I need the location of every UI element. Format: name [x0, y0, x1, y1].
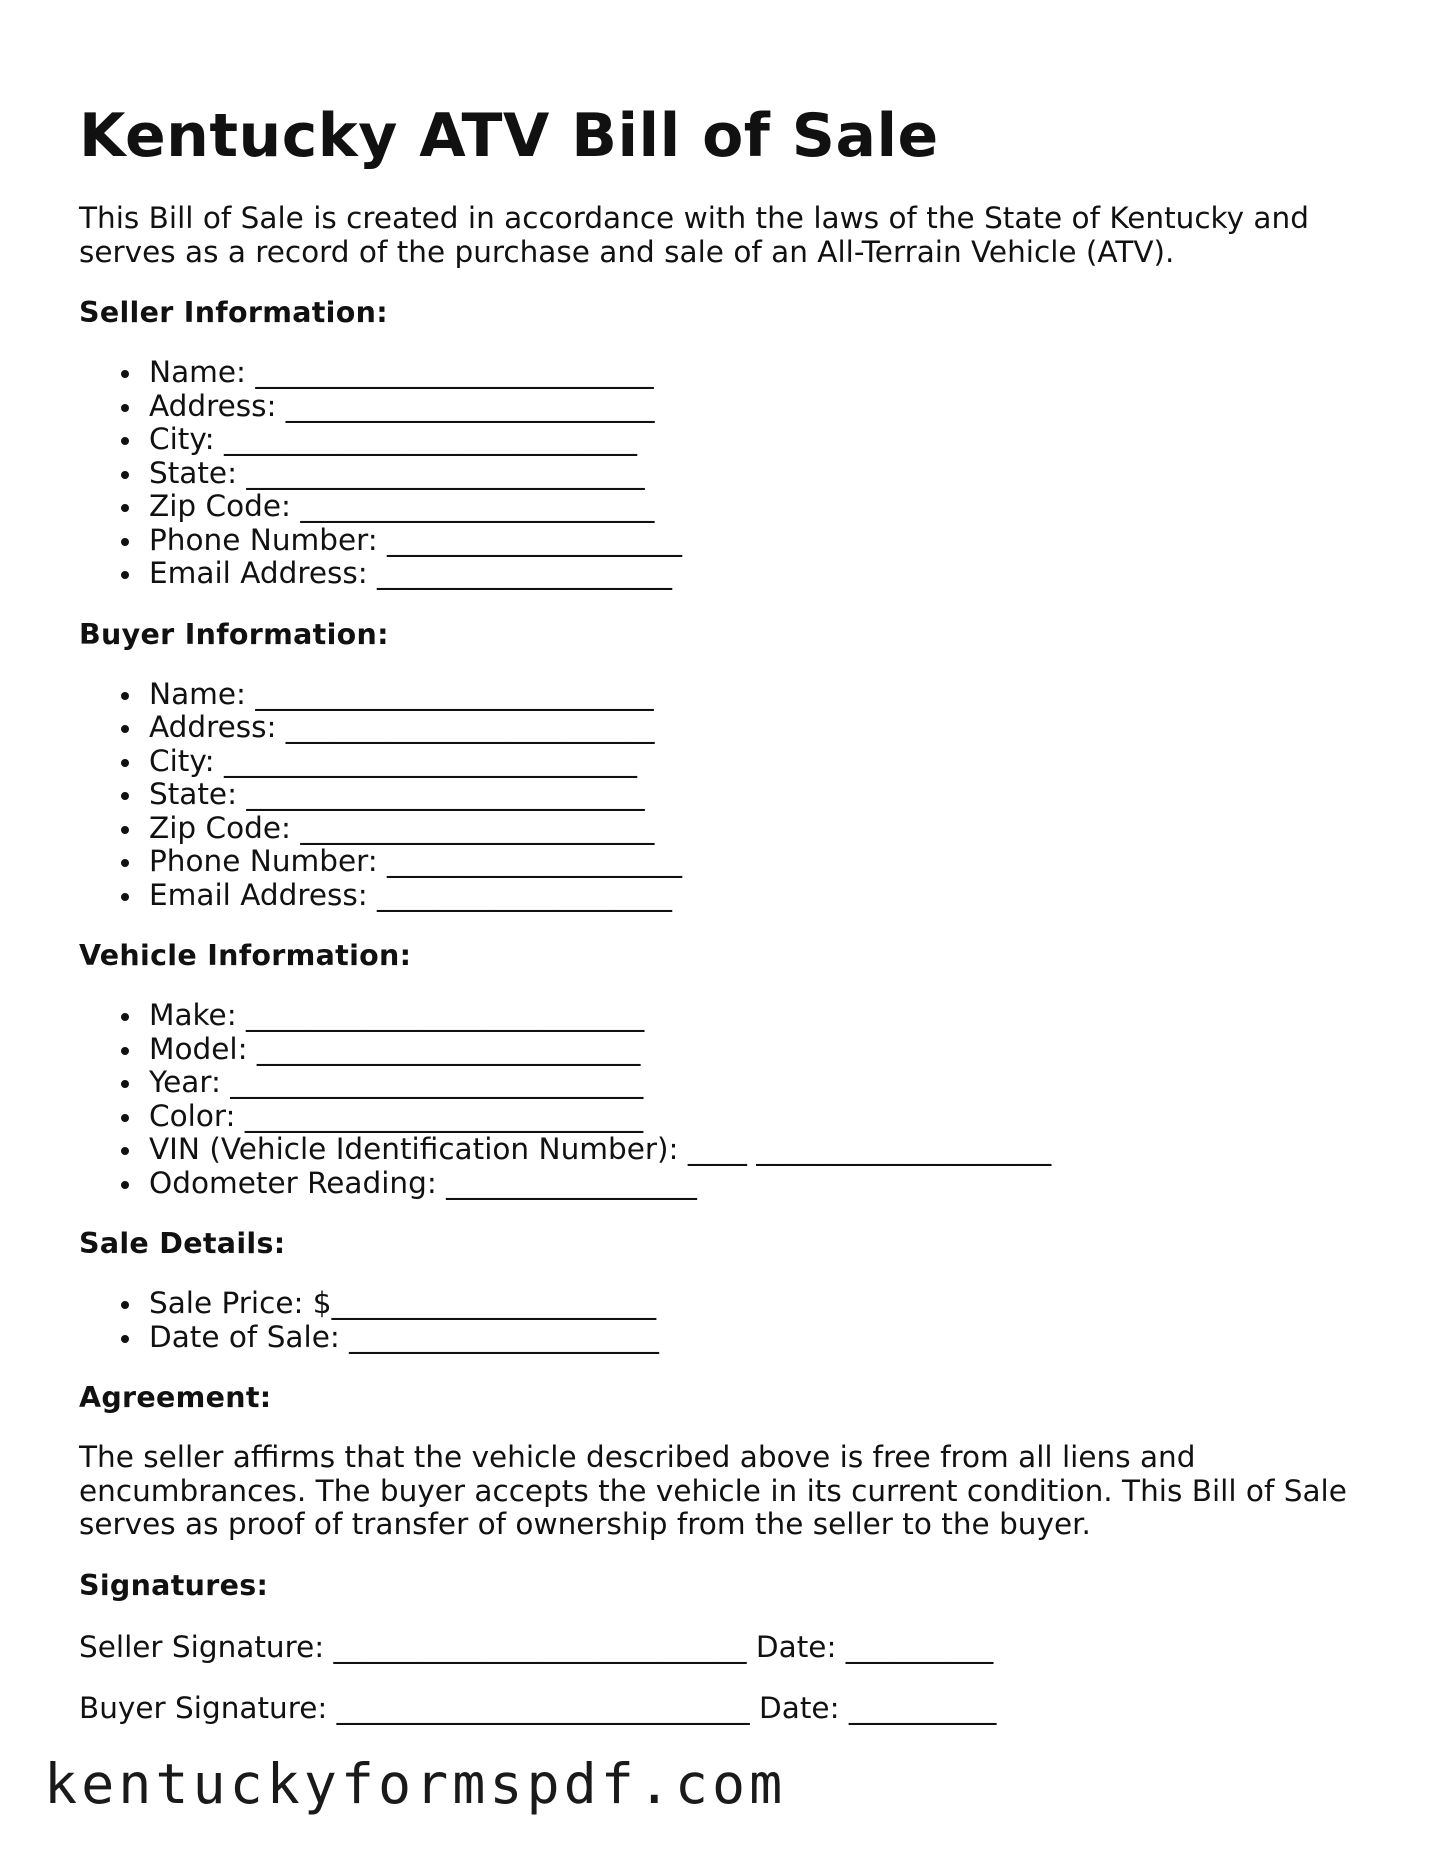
vehicle-odometer-field: Odometer Reading: _________________ [149, 1167, 1369, 1201]
buyer-phone-field: Phone Number: ____________________ [149, 845, 1369, 879]
buyer-zip-field: Zip Code: ________________________ [149, 812, 1369, 846]
buyer-address-field: Address: _________________________ [149, 711, 1369, 745]
seller-email-field: Email Address: ____________________ [149, 557, 1369, 591]
vehicle-vin-field: VIN (Vehicle Identification Number): ____ ____________________ [149, 1133, 1369, 1167]
seller-city-field: City: ____________________________ [149, 423, 1369, 457]
buyer-name-field: Name: ___________________________ [149, 678, 1369, 712]
buyer-signature-line: Buyer Signature: ____________________________ Date: __________ [79, 1691, 997, 1725]
sale-heading: Sale Details: [79, 1227, 286, 1260]
seller-signature-line: Seller Signature: ____________________________ Date: __________ [79, 1629, 994, 1664]
vehicle-make-field: Make: ___________________________ [149, 999, 1369, 1033]
seller-fields [79, 356, 1369, 591]
agreement-text: The seller affirms that the vehicle described above is free from all liens and encumbrances. The buyer accepts the vehicle in its current condition. This Bill of Sale serves as proof of transfer of ownership from the seller to the buyer. [79, 1440, 1347, 1541]
sale-date-field: Date of Sale: _____________________ [149, 1321, 1369, 1355]
seller-state-field: State: ___________________________ [149, 457, 1369, 491]
signatures-heading: Signatures: [79, 1568, 269, 1602]
seller-name-field: Name: ___________________________ [149, 356, 1369, 390]
buyer-city-field: City: ____________________________ [149, 745, 1369, 779]
page-title: Kentucky ATV Bill of Sale [79, 101, 939, 171]
vehicle-fields [79, 999, 1369, 1200]
agreement-heading: Agreement: [79, 1381, 272, 1414]
document-page [79, 96, 1369, 1726]
buyer-email-field: Email Address: ____________________ [149, 879, 1369, 913]
vehicle-heading: Vehicle Information: [79, 939, 412, 972]
sale-fields [79, 1287, 1369, 1354]
vehicle-year-field: Year: ____________________________ [149, 1066, 1369, 1100]
seller-zip-field: Zip Code: ________________________ [149, 490, 1369, 524]
sale-price-field: Sale Price: $______________________ [149, 1287, 1369, 1321]
intro-paragraph: This Bill of Sale is created in accordance with the laws of the State of Kentucky and serves as a record of the purchase and sale of an All-Terrain Vehicle (ATV). [79, 201, 1309, 269]
watermark: kentuckyformspdf.com [44, 1752, 787, 1816]
buyer-heading: Buyer Information: [79, 617, 389, 651]
seller-heading: Seller Information: [79, 296, 388, 329]
vehicle-color-field: Color: ___________________________ [149, 1100, 1369, 1134]
seller-phone-field: Phone Number: ____________________ [149, 524, 1369, 558]
vehicle-model-field: Model: __________________________ [149, 1033, 1369, 1067]
seller-address-field: Address: _________________________ [149, 390, 1369, 424]
buyer-state-field: State: ___________________________ [149, 778, 1369, 812]
buyer-fields [79, 678, 1369, 913]
